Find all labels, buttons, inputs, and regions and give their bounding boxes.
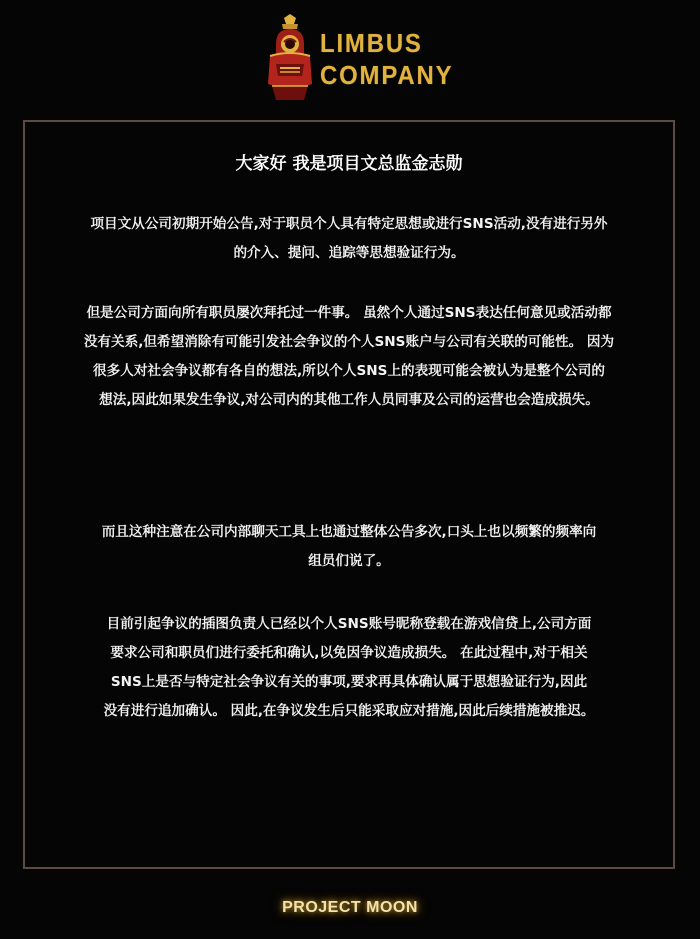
- limbus-emblem-icon: [262, 14, 318, 104]
- notice-paragraph-4: [39, 610, 659, 726]
- notice-panel: [23, 120, 675, 869]
- project-moon-brand: PROJECT MOON: [282, 899, 418, 916]
- paragraph-line: 项目文从公司初期开始公告,对于职员个人具有特定思想或进行SNS活动,没有进行另外: [90, 216, 608, 232]
- paragraph-line: 很多人对社会争议都有各自的想法,所以个人SNS上的表现可能会被认为是整个公司的: [93, 363, 605, 379]
- paragraph-line: 想法,因此如果发生争议,对公司内的其他工作人员同事及公司的运营也会造成损失。: [99, 392, 599, 408]
- paragraph-line: 而且这种注意在公司内部聊天工具上也通过整体公告多次,口头上也以频繁的频率向: [101, 524, 597, 540]
- paragraph-line: 没有进行追加确认。 因此,在争议发生后只能采取应对措施,因此后续措施被推迟。: [103, 703, 595, 719]
- notice-paragraph-3: [39, 518, 659, 576]
- paragraph-line: SNS上是否与特定社会争议有关的事项,要求再具体确认属于思想验证行为,因此: [110, 674, 588, 690]
- notice-paragraph-1: [39, 210, 659, 268]
- paragraph-line: 组员们说了。: [308, 553, 390, 569]
- logo-text-limbus: LIMBUS: [320, 28, 423, 58]
- paragraph-line: 目前引起争议的插图负责人已经以个人SNS账号昵称登载在游戏信贷上,公司方面: [106, 616, 592, 632]
- notice-heading: 大家好 我是项目文总监金志勋: [235, 154, 463, 174]
- notice-paragraph-2: [39, 299, 659, 415]
- paragraph-line: 的介入、提问、追踪等思想验证行为。: [233, 245, 465, 261]
- paragraph-line: 但是公司方面向所有职员屡次拜托过一件事。 虽然个人通过SNS表达任何意见或活动都: [86, 305, 612, 321]
- limbus-company-logo: [262, 14, 454, 106]
- logo-text-company: COMPANY: [320, 60, 454, 90]
- paragraph-line: 没有关系,但希望消除有可能引发社会争议的个人SNS账户与公司有关联的可能性。 因为: [83, 334, 615, 350]
- paragraph-line: 要求公司和职员们进行委托和确认,以免因争议造成损失。 在此过程中,对于相关: [110, 645, 588, 661]
